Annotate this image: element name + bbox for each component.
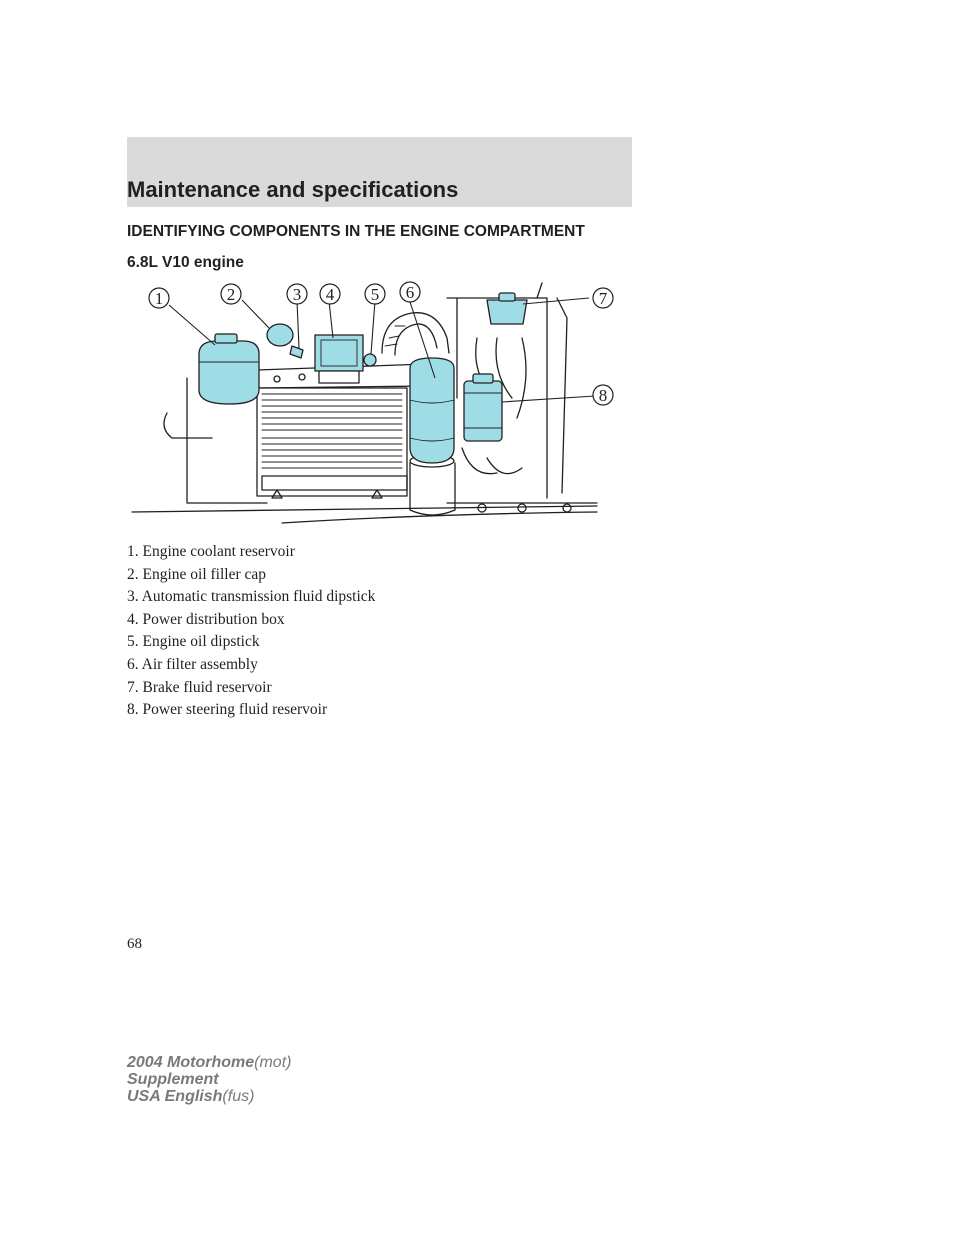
air-filter-base: [410, 463, 455, 515]
legend-item: 1. Engine coolant reservoir: [127, 543, 295, 560]
callout-label-3: 3: [292, 285, 302, 304]
coolant-reservoir-cap: [215, 334, 237, 343]
chassis-line-lower: [282, 512, 597, 523]
page-number: 68: [127, 936, 142, 952]
callout-label-7: 7: [598, 289, 608, 308]
leader-5: [371, 301, 375, 354]
callout-label-1: 1: [154, 289, 164, 308]
air-filter-shape: [410, 358, 454, 463]
footer-doc-type: Supplement: [127, 1071, 219, 1088]
footer-language-code: (fus): [222, 1088, 255, 1105]
callout-label-2: 2: [226, 285, 236, 304]
document-footer: [127, 1054, 291, 1105]
brake-fluid-reservoir-shape: [487, 300, 527, 324]
legend-item: 2. Engine oil filler cap: [127, 565, 267, 583]
engine-compartment-diagram: [127, 278, 627, 526]
engine-subheading: 6.8L V10 engine: [127, 254, 244, 271]
callout-label-4: 4: [325, 285, 335, 304]
legend-item: 3. Automatic transmission fluid dipstick: [127, 588, 376, 606]
oil-filler-cap-shape: [267, 324, 293, 346]
legend-item: 4. Power distribution box: [127, 610, 285, 628]
callout-label-5: 5: [370, 285, 380, 304]
leader-4: [329, 301, 333, 338]
radiator-fins: [262, 394, 402, 468]
footer-model: 2004 Motorhome: [127, 1054, 255, 1071]
coolant-reservoir-shape: [199, 341, 259, 404]
engine-diagram-svg: [127, 278, 627, 526]
leader-1: [169, 305, 215, 345]
callout-label-6: 6: [405, 283, 415, 302]
legend-item: 7. Brake fluid reservoir: [127, 678, 272, 696]
radiator: [257, 388, 407, 496]
section-heading: IDENTIFYING COMPONENTS IN THE ENGINE COMPARTMENT: [127, 223, 585, 240]
power-steering-reservoir-shape: [464, 381, 502, 441]
legend-item: 8. Power steering fluid reservoir: [127, 701, 328, 719]
callout-label-8: 8: [598, 386, 608, 405]
legend-item: 6. Air filter assembly: [127, 655, 258, 673]
header-band: [127, 137, 632, 207]
chassis-line: [132, 506, 597, 512]
footer-model-code: (mot): [254, 1054, 292, 1071]
footer-language: USA English: [127, 1088, 223, 1105]
component-legend: [127, 541, 375, 722]
transmission-dipstick-shape: [290, 346, 303, 358]
leader-7: [523, 298, 589, 304]
footer-model-line: [127, 1054, 291, 1071]
legend-item: 5. Engine oil dipstick: [127, 633, 260, 651]
page-title: Maintenance and specifications: [127, 177, 459, 202]
leader-8: [502, 396, 595, 402]
leader-3: [297, 301, 299, 348]
oil-dipstick-shape: [364, 354, 376, 366]
leader-2: [242, 300, 269, 328]
footer-language-line: [127, 1088, 291, 1105]
